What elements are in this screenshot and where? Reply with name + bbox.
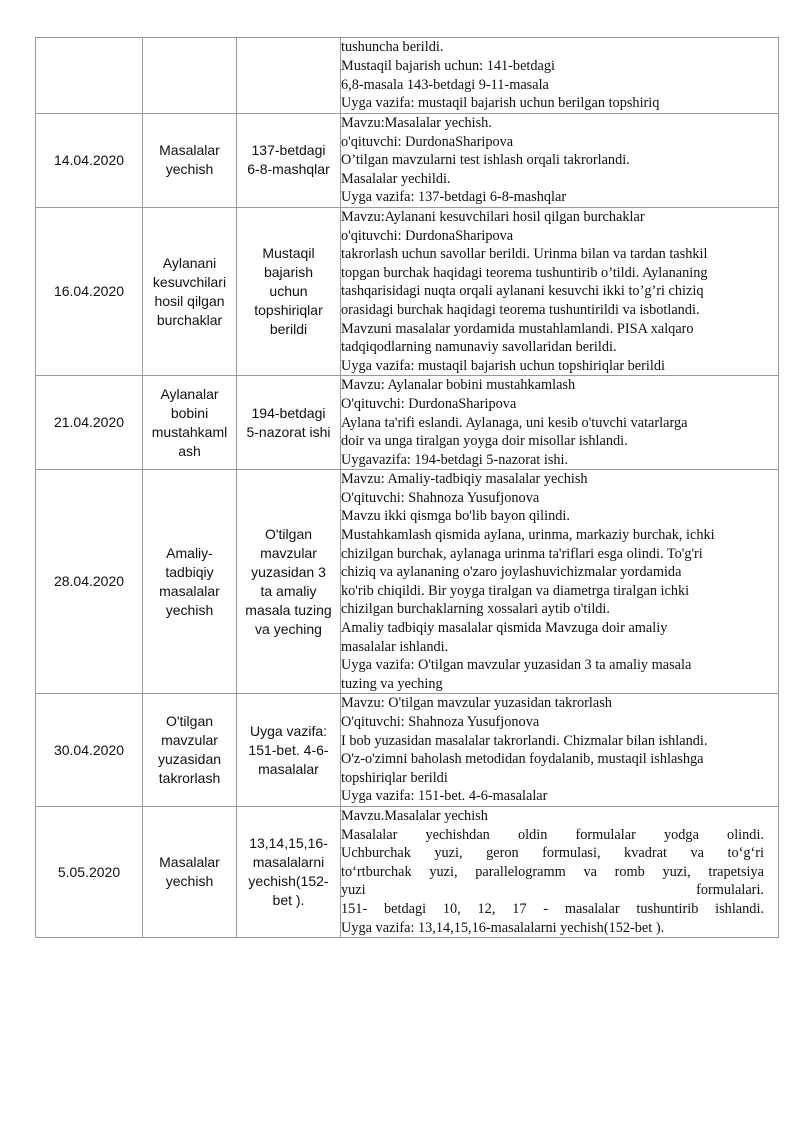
description-line: Uchburchak yuzi, geron formulasi, kvadrat va to‘g‘ri — [341, 845, 764, 862]
description-line: 6,8-masala 143-betdagi 9-11-masala — [341, 76, 549, 93]
description-line: Mavzu.Masalalar yechish — [341, 807, 488, 824]
description-line: tashqarisidagi nuqta orqali aylanani kesuvchi ikki to’g’ri chiziq — [341, 283, 704, 300]
description-line: chizilgan burchaklarning xossalari aytib o'tildi. — [341, 601, 610, 618]
date-cell — [36, 470, 143, 694]
homework-line: ta amaliy — [260, 582, 317, 599]
topic-cell — [143, 207, 237, 375]
date-cell — [36, 207, 143, 375]
date-cell — [36, 38, 143, 114]
homework-line: bet ). — [272, 892, 305, 909]
description-line: Mustaqil bajarish uchun: 141-betdagi — [341, 57, 556, 74]
description-cell — [341, 114, 779, 208]
description-line: Uygavazifa: 194-betdagi 5-nazorat ishi. — [341, 451, 569, 468]
description-line: doir va unga tiralgan yoyga doir misollar ishlandi. — [341, 433, 628, 450]
table-row — [36, 806, 779, 937]
homework-cell — [237, 376, 341, 470]
description-line: masalalar ishlandi. — [341, 638, 449, 655]
homework-line: 151-bet. 4-6- — [248, 741, 329, 758]
homework-cell — [237, 806, 341, 937]
homework-line: yuzasidan 3 — [251, 563, 326, 580]
description-cell — [341, 470, 779, 694]
homework-line: va yeching — [255, 620, 322, 637]
homework-line: Uyga vazifa: — [249, 722, 328, 739]
date-cell — [36, 114, 143, 208]
description-line: Mustahkamlash qismida aylana, urinma, markaziy burchak, ichki — [341, 527, 715, 544]
description-line: topshiriqlar berildi — [341, 769, 448, 786]
description-line: tuzing va yeching — [341, 675, 443, 692]
topic-line: Masalalar — [159, 854, 220, 871]
description-line: 151- betdagi 10, 12, 17 - masalalar tushuntirib ishlandi. — [341, 900, 764, 917]
topic-line: O'tilgan — [165, 713, 214, 730]
description-line: Uyga vazifa: 151-bet. 4-6-masalalar — [341, 788, 548, 805]
topic-line: yechish — [165, 161, 214, 178]
description-line: takrorlash uchun savollar berildi. Urinma bilan va tardan tashkil — [341, 246, 708, 263]
description-line: O'qituvchi: Shahnoza Yusufjonova — [341, 714, 540, 730]
homework-line: yechish(152- — [248, 873, 329, 890]
topic-line: Masalalar — [159, 142, 220, 159]
description-cell — [341, 806, 779, 937]
homework-cell — [237, 470, 341, 694]
topic-line: Aylanani — [162, 254, 217, 271]
description-line: to‘rtburchak yuzi, parallelogramm va romb yuzi, trapetsiya — [341, 863, 764, 880]
description-line: O'qituvchi: Shahnoza Yusufjonova — [341, 489, 540, 506]
description-line: tadqiqodlarning namunaviy savollaridan berildi. — [341, 339, 617, 356]
lesson-date: 28.04.2020 — [53, 573, 125, 590]
table-row — [36, 207, 779, 375]
homework-cell — [237, 114, 341, 208]
homework-line: 137-betdagi — [251, 142, 326, 159]
topic-line: takrorlash — [158, 770, 221, 787]
description-line: Mavzu: Aylanalar bobini mustahkamlash — [341, 377, 576, 394]
description-cell — [341, 694, 779, 807]
topic-line: burchaklar — [156, 311, 223, 328]
topic-line: Amaliy- — [166, 544, 213, 561]
homework-line: 6-8-mashqlar — [247, 161, 330, 178]
description-line: o'qituvchi: DurdonaSharipova — [341, 227, 514, 244]
description-line: Uyga vazifa: O'tilgan mavzular yuzasidan 3 ta amaliy masala — [341, 657, 692, 674]
description-line: Amaliy tadbiqiy masalalar qismida Mavzuga doir amaliy — [341, 620, 668, 637]
table-row — [36, 376, 779, 470]
homework-line: masala tuzing — [245, 601, 332, 618]
table-row — [36, 470, 779, 694]
date-cell — [36, 376, 143, 470]
description-line: Mavzuni masalalar yordamida mustahlamlandi. PISA xalqaro — [341, 320, 694, 337]
description-line: chizilgan burchak, aylanaga urinma ta'riflari esga olindi. To'g'ri — [341, 545, 703, 562]
homework-line: topshiriqlar — [254, 302, 323, 319]
topic-line: masalalar — [159, 582, 220, 599]
homework-line: 13,14,15,16- — [249, 835, 328, 852]
topic-cell — [143, 806, 237, 937]
description-line: Mavzu:Aylanani kesuvchilari hosil qilgan burchaklar — [341, 208, 645, 225]
description-line: Uyga vazifa: 137-betdagi 6-8-mashqlar — [341, 189, 567, 206]
topic-cell — [143, 38, 237, 114]
description-line: Mavzu: Amaliy-tadbiqiy masalalar yechish — [341, 471, 588, 488]
homework-line: 194-betdagi — [251, 404, 326, 421]
homework-line: 5-nazorat ishi — [246, 423, 331, 440]
homework-cell — [237, 207, 341, 375]
homework-line: masalalarni — [252, 854, 325, 871]
topic-line: yechish — [165, 601, 214, 618]
homework-line: mavzular — [260, 544, 317, 561]
description-line: I bob yuzasidan masalalar takrorlandi. Chizmalar bilan ishlandi. — [341, 732, 708, 749]
table-row — [36, 38, 779, 114]
topic-line: yechish — [165, 873, 214, 890]
topic-line: Aylanalar — [160, 385, 219, 402]
description-line: Uyga vazifa: mustaqil bajarish uchun topshiriqlar berildi — [341, 357, 665, 374]
description-line: yuzi formulalari. — [341, 882, 764, 899]
topic-line: bobini — [170, 404, 209, 421]
topic-line: hosil qilgan — [154, 292, 225, 309]
date-cell — [36, 806, 143, 937]
lesson-date: 5.05.2020 — [57, 863, 121, 880]
topic-line: yuzasidan — [157, 751, 222, 768]
table-row — [36, 114, 779, 208]
description-cell — [341, 38, 779, 114]
topic-cell — [143, 694, 237, 807]
lesson-date: 16.04.2020 — [53, 283, 125, 300]
description-line: O’tilgan mavzularni test ishlash orqali takrorlandi. — [341, 152, 630, 169]
description-line: O'qituvchi: DurdonaSharipova — [341, 395, 517, 412]
homework-line: berildi — [269, 321, 308, 338]
description-line: o'qituvchi: DurdonaSharipova — [341, 133, 514, 150]
description-line: tushuncha berildi. — [341, 39, 444, 56]
homework-line: O'tilgan — [264, 525, 313, 542]
table-row — [36, 694, 779, 807]
description-line: Masalalar yechildi. — [341, 170, 451, 187]
description-line: Mavzu ikki qismga bo'lib bayon qilindi. — [341, 508, 570, 525]
description-line: Masalalar yechishdan oldin formulalar yodga olindi. — [341, 826, 764, 843]
lesson-date: 14.04.2020 — [53, 151, 125, 168]
description-line: topgan burchak haqidagi teorema tushuntirib o’tildi. Aylananing — [341, 264, 708, 281]
homework-line: bajarish — [263, 264, 314, 281]
description-line: Mavzu:Masalalar yechish. — [341, 115, 492, 131]
date-cell — [36, 694, 143, 807]
lesson-date: 30.04.2020 — [53, 741, 125, 758]
topic-cell — [143, 114, 237, 208]
topic-cell — [143, 376, 237, 470]
homework-line: uchun — [269, 283, 308, 300]
homework-cell — [237, 694, 341, 807]
description-line: Uyga vazifa: 13,14,15,16-masalalarni yechish(152-bet ). — [341, 919, 665, 936]
topic-line: ash — [178, 442, 201, 459]
topic-line: mustahkaml — [151, 423, 228, 440]
description-line: chiziq va aylananing o'zaro joylashuvichizmalar yordamida — [341, 564, 682, 581]
topic-line: tadbiqiy — [165, 563, 214, 580]
homework-line: masalalar — [258, 760, 319, 777]
lesson-log-table — [35, 37, 779, 938]
description-line: Mavzu: O'tilgan mavzular yuzasidan takrorlash — [341, 695, 612, 712]
description-line: Aylana ta'rifi eslandi. Aylanaga, uni kesib o'tuvchi vatarlarga — [341, 414, 688, 431]
description-line: O'z-o'zimni baholash metodidan foydalanib, mustaqil ishlashga — [341, 751, 704, 768]
description-cell — [341, 207, 779, 375]
lesson-date: 21.04.2020 — [53, 414, 125, 431]
description-line: orasidagi burchak haqidagi teorema tushuntirildi va isbotlandi. — [341, 301, 700, 318]
homework-line: Mustaqil — [262, 245, 315, 262]
homework-cell — [237, 38, 341, 114]
description-line: ko'rib chiqildi. Bir yoyga tiralgan va diametrga tiralgan ichki — [341, 582, 690, 599]
topic-line: kesuvchilari — [152, 273, 227, 290]
description-cell — [341, 376, 779, 470]
topic-cell — [143, 470, 237, 694]
topic-line: mavzular — [161, 732, 218, 749]
description-line: Uyga vazifa: mustaqil bajarish uchun berilgan topshiriq — [341, 95, 660, 112]
